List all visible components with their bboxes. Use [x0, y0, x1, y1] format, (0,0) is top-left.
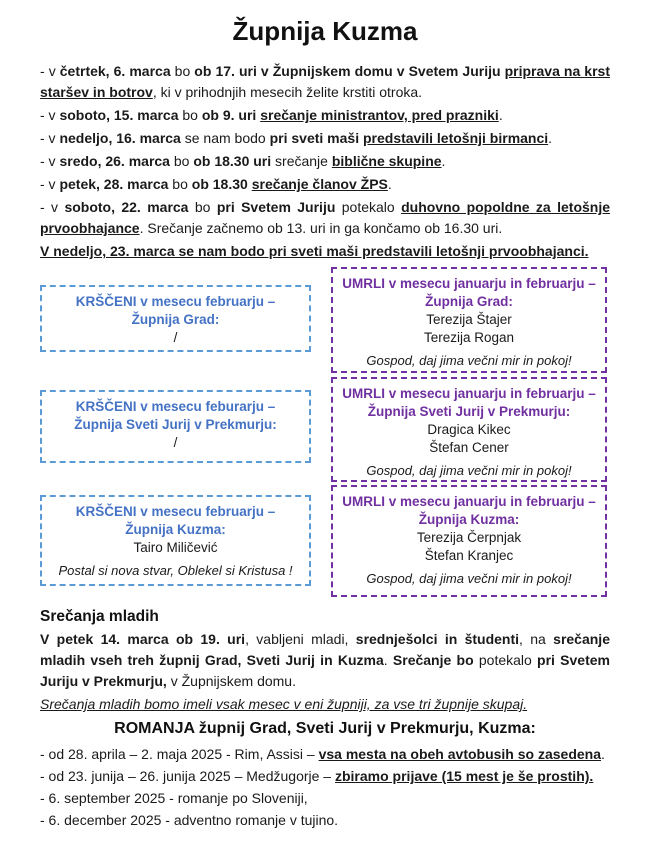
announcement-prvoobhajanci-popoldne: - v soboto, 22. marca bo pri Svetem Juriju potekalo duhovno popoldne za letošnje prvoobhajance. Srečanje začnemo ob 13. uri in ga končamo ob 16.30 uri.	[40, 199, 611, 236]
box-quote: Gospod, daj jima večni mir in pokoj!	[366, 571, 572, 586]
box-heading-line-1: UMRLI v mesecu januarju in februarju –	[342, 276, 596, 291]
announcement-biblicna-skupina: - v sredo, 26. marca bo ob 18.30 uri srečanje biblične skupine.	[40, 153, 446, 169]
krsceni-box-grad	[40, 285, 311, 352]
umrli-box-sveti-jurij	[331, 377, 607, 482]
announcement-zps: - v petek, 28. marca bo ob 18.30 srečanje članov ŽPS.	[40, 176, 392, 192]
box-names: Terezija Čerpnjak Štefan Kranjec	[416, 530, 522, 563]
umrli-box-kuzma	[331, 485, 607, 597]
box-heading	[339, 493, 599, 529]
youth-note: Srečanja mladih bomo imeli vsak mesec v eni župniji, za vse tri župnije skupaj.	[40, 696, 528, 712]
box-heading	[339, 385, 599, 421]
romanja-heading: ROMANJA župnij Grad, Sveti Jurij v Prekmurju, Kuzma:	[114, 720, 536, 737]
romanja-item-tujina: - 6. december 2025 - adventno romanje v tujino.	[40, 812, 339, 828]
box-heading-line-1: KRŠČENI v mesecu feburarju –	[75, 399, 276, 414]
box-names: Terezija Štajer Terezija Rogan	[423, 312, 515, 345]
box-heading-line-2: Župnija Grad:	[131, 312, 220, 327]
box-heading-line-1: UMRLI v mesecu januarju in februarju –	[342, 494, 596, 509]
box-heading-line-1: UMRLI v mesecu januarju in februarju –	[342, 386, 596, 401]
box-quote: Gospod, daj jima večni mir in pokoj!	[366, 353, 572, 368]
box-quote: Gospod, daj jima večni mir in pokoj!	[366, 463, 572, 478]
box-heading-line-2: Župnija Sveti Jurij v Prekmurju:	[74, 417, 277, 432]
box-heading	[48, 293, 303, 329]
box-heading-line-2: Župnija Kuzma:	[418, 512, 520, 527]
announcement-krst: - v četrtek, 6. marca bo ob 17. uri v Župnijskem domu v Svetem Juriju priprava na krst staršev in botrov, ki v prihodnjih mesecih želite krstiti otroka.	[40, 63, 610, 100]
page-title: Župnija Kuzma	[232, 16, 418, 46]
romanja-item-rim-assisi: - od 28. aprila – 2. maja 2025 - Rim, Assisi – vsa mesta na obeh avtobusih so zasedena.	[40, 746, 605, 762]
box-names: Dragica Kikec Štefan Cener	[427, 422, 511, 455]
announcement-ministranti: - v soboto, 15. marca bo ob 9. uri srečanje ministrantov, pred prazniki.	[40, 107, 503, 123]
notices-boxes-section	[40, 267, 610, 598]
box-quote: Postal si nova stvar, Oblekel si Kristusa !	[58, 563, 293, 578]
announcement-prvoobhajanci-masa: V nedeljo, 23. marca se nam bodo pri sveti maši predstavili letošnji prvoobhajanci.	[40, 243, 589, 259]
box-names: Tairo Miličević	[133, 540, 218, 555]
youth-paragraph: V petek 14. marca ob 19. uri, vabljeni mladi, srednješolci in študenti, na srečanje mladih vseh treh župnij Grad, Sveti Jurij in Kuzma. Srečanje bo potekalo pri Svetem Juriju v Prekmurju, v Župnijskem domu.	[40, 631, 610, 689]
box-heading-line-1: KRŠČENI v mesecu februarju –	[75, 504, 276, 519]
krsceni-box-kuzma	[40, 495, 311, 586]
box-heading	[48, 398, 303, 434]
krsceni-box-sveti-jurij	[40, 390, 311, 463]
romanja-item-medzugorje: - od 23. junija – 26. junija 2025 – Medžugorje – zbiramo prijave (15 mest je še prostih).	[40, 768, 594, 784]
box-names: /	[173, 330, 178, 345]
romanja-item-slovenija: - 6. september 2025 - romanje po Sloveniji,	[40, 790, 308, 806]
box-names: /	[173, 435, 178, 450]
announcement-birmanci: - v nedeljo, 16. marca se nam bodo pri sveti maši predstavili letošnji birmanci.	[40, 130, 553, 146]
box-heading-line-2: Župnija Sveti Jurij v Prekmurju:	[367, 404, 571, 419]
box-heading-line-1: KRŠČENI v mesecu februarju –	[75, 294, 276, 309]
box-heading-line-2: Župnija Grad:	[425, 294, 513, 309]
youth-section-heading: Srečanja mladih	[40, 608, 159, 625]
box-heading	[339, 275, 599, 311]
umrli-box-grad	[331, 267, 607, 373]
box-heading-line-2: Župnija Kuzma:	[125, 522, 226, 537]
box-heading	[48, 503, 303, 539]
